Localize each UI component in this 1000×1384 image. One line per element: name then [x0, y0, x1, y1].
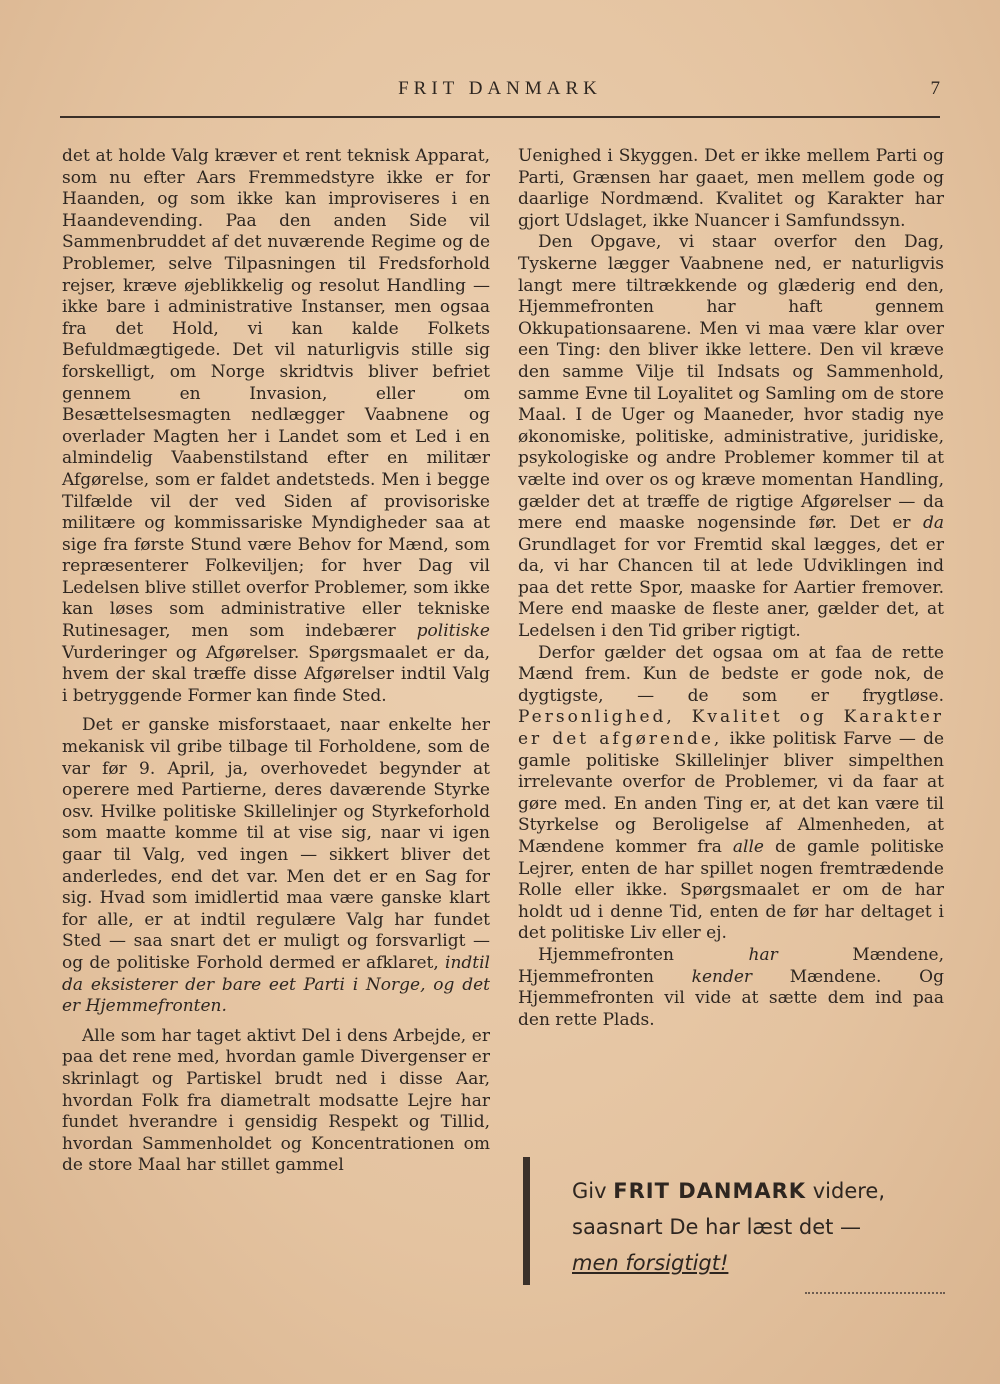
paragraph: Hjemmefronten har Mændene, Hjemmefronten kender Mændene. Og Hjemmefronten vil vide at sætte dem ind paa den rette Plads.: [518, 944, 945, 1030]
notice-line: Giv FRIT DANMARK videre,: [572, 1179, 886, 1203]
paragraph: det at holde Valg kræver et rent teknisk Apparat, som nu efter Aars Fremmedstyre ikke er for Haanden, og som ikke kan improviseres i en Haandevending. Paa den anden Side vil Sammenbruddet af det nuværende Regime og de Problemer, selve Tilpasningen til Fredsforhold rejser, kræve øjeblikkelig og resolut Handling — ikke bare i administrative Instanser, men ogsaa fra det Hold, vi kan kalde Folkets Befuldmægtigede. Det vil naturligvis stille sig forskelligt, om Norge skridtvis bliver befriet gennem en Invasion, eller om Besættelsesmagten nedlægger Vaabnene og overlader Magten her i Landet som et Led i en almindelig Vaabenstilstand efter en militær Afgørelse, som er faldet andetsteds. Men i begge Tilfælde vil der ved Siden af provisoriske militære og kommissariske Myndigheder saa at sige fra første Stund være Behov for Mænd, som repræsenterer Folkeviljen; for hver Dag vil Ledelsen blive stillet overfor Problemer, som ikke kan løses som administrative eller tekniske Rutinesager, men som indebærer politiske Vurderinger og Afgørelser. Spørgsmaalet er da, hvem der skal træffe disse Afgørelser indtil Valg i betryggende Former kan finde Sted.: [62, 146, 490, 706]
left-column: [62, 146, 490, 1177]
page-header: [60, 78, 940, 108]
publication-title: FRIT DANMARK: [398, 78, 602, 99]
notice-line: saasnart De har læst det —: [572, 1215, 862, 1239]
notice-brand: FRIT DANMARK: [613, 1179, 807, 1203]
header-rule: [60, 116, 940, 118]
notice-box: [523, 1157, 950, 1285]
notice-caution: men forsigtigt!: [572, 1251, 729, 1275]
paragraph: Uenighed i Skyggen. Det er ikke mellem Parti og Parti, Grænsen har gaaet, men mellem gode og daarlige Nordmænd. Kvalitet og Karakter har gjort Udslaget, ikke Nuancer i Samfundssyn.: [518, 146, 944, 231]
paragraph: Det er ganske misforstaaet, naar enkelte her mekanisk vil gribe tilbage til Forholdene, som de var før 9. April, ja, overhovedet begynder at operere med Partierne, deres daværende Styrke osv. Hvilke politiske Skillelinjer og Styrkeforhold som maatte komme til at vise sig, naar vi igen gaar til Valg, ved ingen — sikkert bliver det anderledes, end det var. Men det er en Sag for sig. Hvad som imidlertid maa være ganske klart for alle, er at indtil regulære Valg har fundet Sted — saa snart det er muligt og forsvarligt — og de politiske Forhold dermed er afklaret, indtil da eksisterer der bare eet Parti i Norge, og det er Hjemmefronten.: [62, 715, 490, 1017]
page-number: 7: [930, 78, 940, 99]
paragraph: Alle som har taget aktivt Del i dens Arbejde, er paa det rene med, hvordan gamle Divergenser er skrinlagt og Partiskel brudt ned i disse Aar, hvordan Folk fra diametralt modsatte Lejre har fundet hverandre i gensidig Respekt og Tillid, hvordan Sammenholdet og Koncentrationen om de store Maal har stillet gammel: [62, 1025, 490, 1176]
right-column: [518, 146, 944, 1031]
paragraph: Derfor gælder det ogsaa om at faa de rette Mænd frem. Kun de bedste er gode nok, de dygtigste, — de som er frygtløse. Personlighed, Kvalitet og Karakter er det afgørende, ikke politisk Farve — de gamle politiske Skillelinjer bliver simpelthen irrelevante overfor de Problemer, vi da faar at gøre med. En anden Ting er, at det kan være til Styrkelse og Beroligelse af Almenheden, at Mændene kommer fra alle de gamle politiske Lejrer, enten de har spillet nogen fremtrædende Rolle eller ikke. Spørgsmaalet er om de har holdt ud i denne Tid, enten de før har deltaget i det politiske Liv eller ej.: [518, 642, 945, 944]
ink-mark: [805, 1292, 945, 1294]
paragraph: Den Opgave, vi staar overfor den Dag, Tyskerne lægger Vaabnene ned, er naturligvis langt mere tiltrækkende og glæderig end den, Hjemmefronten har haft gennem Okkupationsaarene. Men vi maa være klar over een Ting: den bliver ikke lettere. Den vil kræve den samme Vilje til Indsats og Sammenhold, samme Evne til Loyalitet og Samling om de store Maal. I de Uger og Maaneder, hvor stadig nye økonomiske, politiske, administrative, juridiske, psykologiske og andre Problemer kommer til at vælte ind over os og kræve momentan Handling, gælder det at træffe de rigtige Afgørelser — da mere end maaske nogensinde før. Det er da Grundlaget for vor Fremtid skal lægges, det er da, vi har Chancen til at lede Udviklingen ind paa det rette Spor, maaske for Aartier fremover. Mere end maaske de fleste aner, gælder det, at Ledelsen i den Tid griber rigtigt.: [518, 232, 945, 642]
